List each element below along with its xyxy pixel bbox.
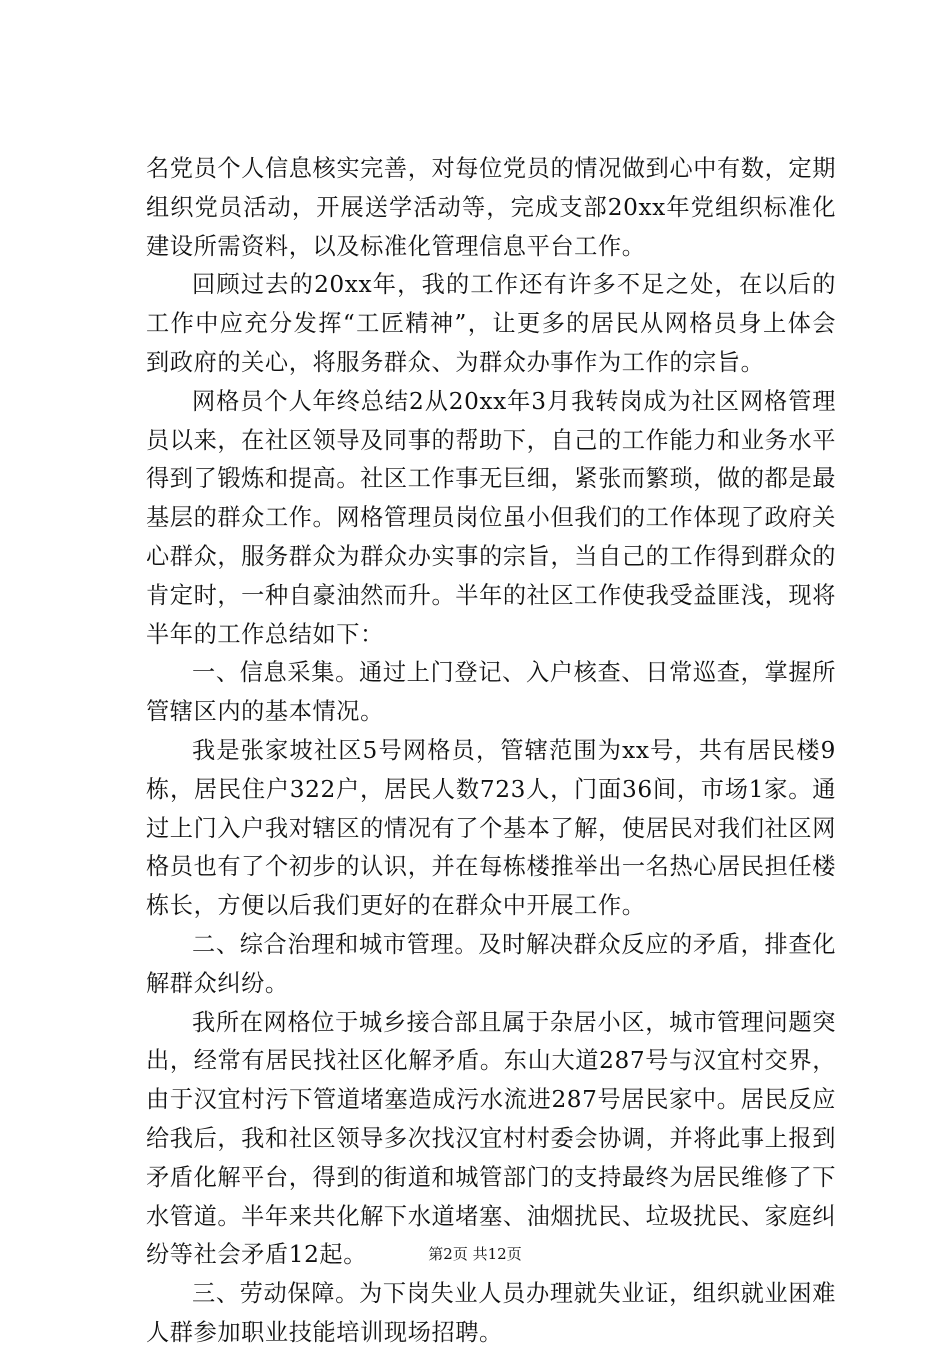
paragraph-4: 一、信息采集。通过上门登记、入户核查、日常巡查，掌握所管辖区内的基本情况。 xyxy=(146,659,836,726)
page-number-footer: 第2页 共12页 xyxy=(428,1245,522,1263)
paragraph-8: 三、劳动保障。为下岗失业人员办理就失业证，组织就业困难人群参加职业技能培训现场招聘。 xyxy=(146,1280,836,1346)
paragraph-5: 我是张家坡社区5号网格员，管辖范围为xx号，共有居民楼9栋，居民住户322户，居民人数723人，门面36间，市场1家。通过上门入户我对辖区的情况有了个基本了解，使居民对我们社区网格员也有了个初步的认识，并在每栋楼推举出一名热心居民担任楼栋长，方便以后我们更好的在群众中开展工作。 xyxy=(146,736,836,920)
paragraph-1: 名党员个人信息核实完善，对每位党员的情况做到心中有数，定期组织党员活动，开展送学活动等，完成支部20xx年党组织标准化建设所需资料，以及标准化管理信息平台工作。 xyxy=(146,155,836,260)
document-body xyxy=(146,150,836,1353)
paragraph-2: 回顾过去的20xx年，我的工作还有许多不足之处，在以后的工作中应充分发挥“工匠精神”，让更多的居民从网格员身上体会到政府的关心，将服务群众、为群众办事作为工作的宗旨。 xyxy=(146,271,836,376)
paragraph-3: 网格员个人年终总结2从20xx年3月我转岗成为社区网格管理员以来，在社区领导及同事的帮助下，自己的工作能力和业务水平得到了锻炼和提高。社区工作事无巨细，紧张而繁琐，做的都是最基层的群众工作。网格管理员岗位虽小但我们的工作体现了政府关心群众，服务群众为群众办实事的宗旨，当自己的工作得到群众的肯定时，一种自豪油然而升。半年的社区工作使我受益匪浅，现将半年的工作总结如下： xyxy=(146,387,836,648)
paragraph-6: 二、综合治理和城市管理。及时解决群众反应的矛盾，排查化解群众纠纷。 xyxy=(146,930,836,997)
paragraph-7: 我所在网格位于城乡接合部且属于杂居小区，城市管理问题突出，经常有居民找社区化解矛盾。东山大道287号与汉宜村交界，由于汉宜村污下管道堵塞造成污水流进287号居民家中。居民反应给我后，我和社区领导多次找汉宜村村委会协调，并将此事上报到矛盾化解平台，得到的街道和城管部门的支持最终为居民维修了下水管道。半年来共化解下水道堵塞、油烟扰民、垃圾扰民、家庭纠纷等社会矛盾12起。 xyxy=(146,1008,836,1269)
